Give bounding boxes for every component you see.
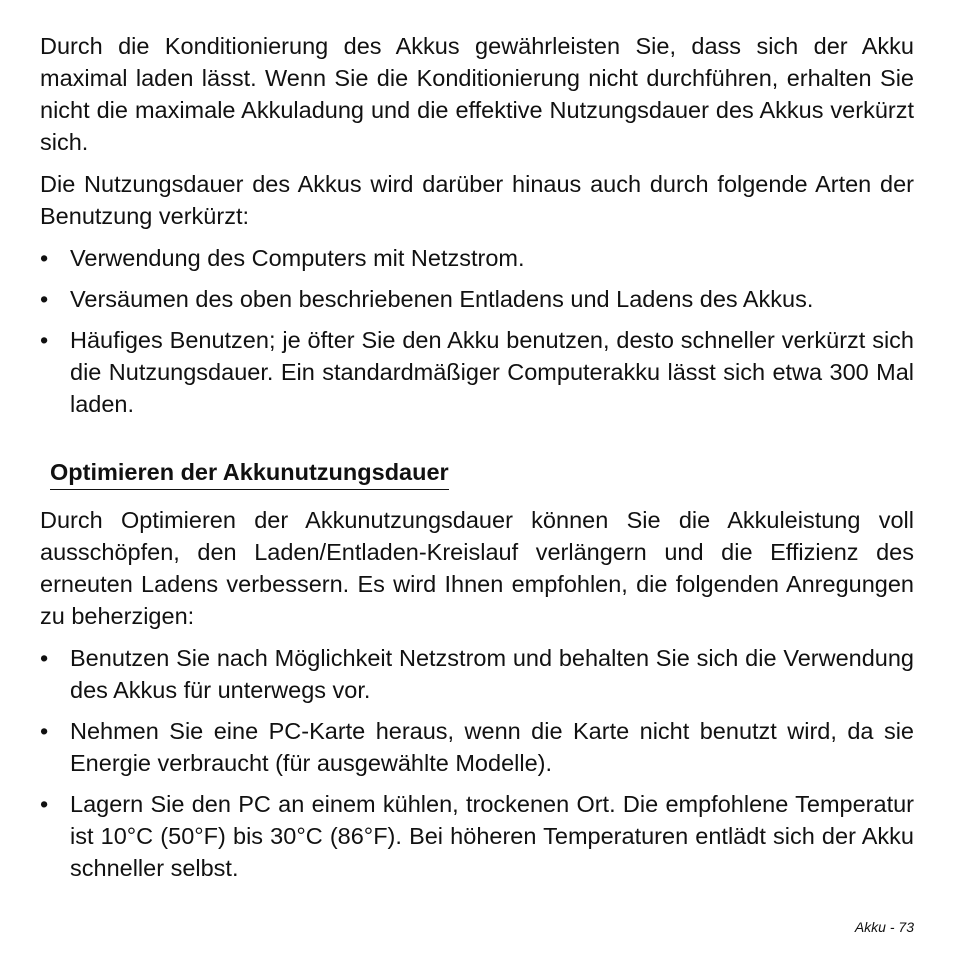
bullet-icon: • <box>40 791 49 817</box>
bullet-icon: • <box>40 286 49 312</box>
list-item <box>40 788 914 884</box>
list-item-text: Versäumen des oben beschriebenen Entladens und Ladens des Akkus. <box>70 286 814 312</box>
list-item-text: Benutzen Sie nach Möglichkeit Netzstrom und behalten Sie sich die Verwendung des Akkus für unterwegs vor. <box>70 645 914 703</box>
paragraph-lifetime: Die Nutzungsdauer des Akkus wird darüber hinaus auch durch folgende Arten der Benutzung verkürzt: <box>40 171 914 229</box>
paragraph-optimizing: Durch Optimieren der Akkunutzungsdauer können Sie die Akkuleistung voll ausschöpfen, den Laden/Entladen-Kreislauf verlängern und die Effizienz des erneuten Ladens verbessern. Es wird Ihnen empfohlen, die folgenden Anregungen zu beherzigen: <box>40 507 914 629</box>
list-item <box>40 715 914 779</box>
footer-section-name: Akku - <box>854 919 895 935</box>
section-heading: Optimieren der Akkunutzungsdauer <box>50 457 449 490</box>
list-item <box>40 283 914 315</box>
list-item-text: Häufiges Benutzen; je öfter Sie den Akku benutzen, desto schneller verkürzt sich die Nutzungsdauer. Ein standardmäßiger Computerakku lässt sich etwa 300 Mal laden. <box>70 327 914 417</box>
page-number: 73 <box>898 919 914 935</box>
bullet-list-tips <box>40 642 914 884</box>
bullet-icon: • <box>40 645 49 671</box>
list-item-text: Verwendung des Computers mit Netzstrom. <box>70 245 525 271</box>
list-item-text: Lagern Sie den PC an einem kühlen, trockenen Ort. Die empfohlene Temperatur ist 10°C (50°F) bis 30°C (86°F). Bei höheren Temperaturen entlädt sich der Akku schneller selbst. <box>70 791 914 881</box>
paragraph-conditioning: Durch die Konditionierung des Akkus gewährleisten Sie, dass sich der Akku maximal laden lässt. Wenn Sie die Konditionierung nicht durchführen, erhalten Sie nicht die maximale Akkuladung und die effektive Nutzungsdauer des Akkus verkürzt sich. <box>40 33 914 155</box>
list-item <box>40 642 914 706</box>
bullet-icon: • <box>40 327 49 353</box>
bullet-icon: • <box>40 245 49 271</box>
list-item <box>40 324 914 420</box>
list-item <box>40 242 914 274</box>
bullet-icon: • <box>40 718 49 744</box>
bullet-list-lifetime <box>40 242 914 420</box>
page-footer <box>855 918 914 936</box>
page-content <box>40 30 914 893</box>
list-item-text: Nehmen Sie eine PC-Karte heraus, wenn die Karte nicht benutzt wird, da sie Energie verbraucht (für ausgewählte Modelle). <box>70 718 914 776</box>
